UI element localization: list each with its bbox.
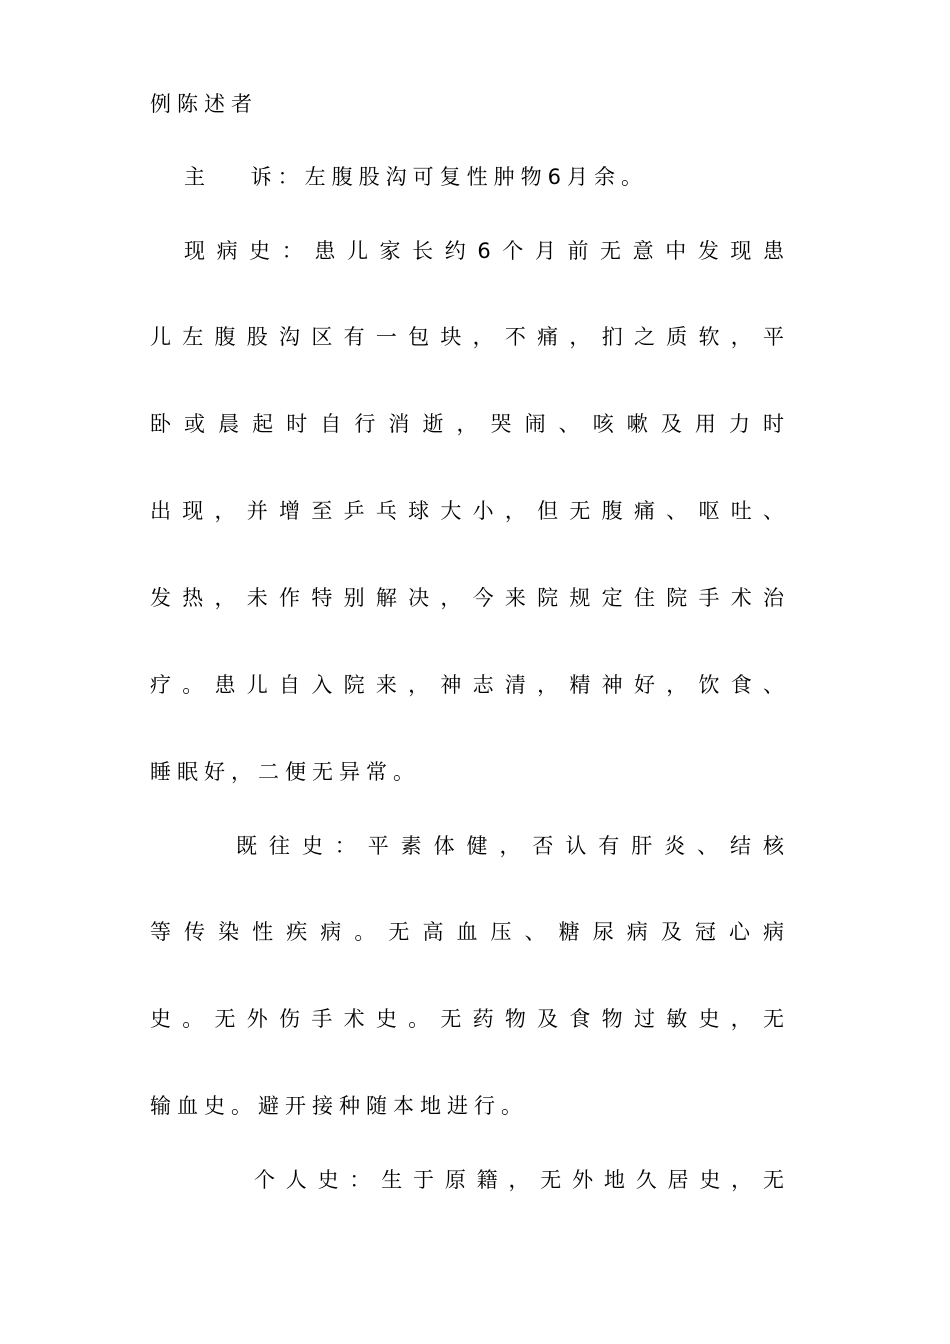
text-line-past-history-4: 输血史。避开接种随本地进行。 xyxy=(150,1094,528,1118)
text-line-present-illness-5: 发热，未作特别解决，今来院规定住院手术治 xyxy=(150,586,790,610)
text-line-present-illness-4: 出现，并增至乒乓球大小，但无腹痛、呕吐、 xyxy=(150,499,790,523)
text-line-personal-history-1: 个人史：生于原籍，无外地久居史，无 xyxy=(254,1168,790,1192)
text-line-present-illness-6: 疗。患儿自入院来，神志清，精神好，饮食、 xyxy=(150,673,790,697)
text-line-present-illness-3: 卧或晨起时自行消逝，哭闹、咳嗽及用力时 xyxy=(150,412,790,436)
text-line-past-history-2: 等传染性疾病。无高血压、糖尿病及冠心病 xyxy=(150,920,790,944)
text-line-chief-complaint: 主 诉：左腹股沟可复性肿物6月余。 xyxy=(184,165,649,189)
text-line-present-illness-2: 儿左腹股沟区有一包块，不痛，扪之质软，平 xyxy=(150,325,790,349)
text-line-present-illness-7: 睡眠好，二便无异常。 xyxy=(150,760,420,784)
text-line-past-history-1: 既往史：平素体健，否认有肝炎、结核 xyxy=(236,834,790,858)
text-line-present-illness-1: 现病史：患儿家长约6个月前无意中发现患 xyxy=(184,239,790,263)
text-line-past-history-3: 史。无外伤手术史。无药物及食物过敏史，无 xyxy=(150,1007,790,1031)
text-line-reporter: 例陈述者 xyxy=(150,92,258,116)
